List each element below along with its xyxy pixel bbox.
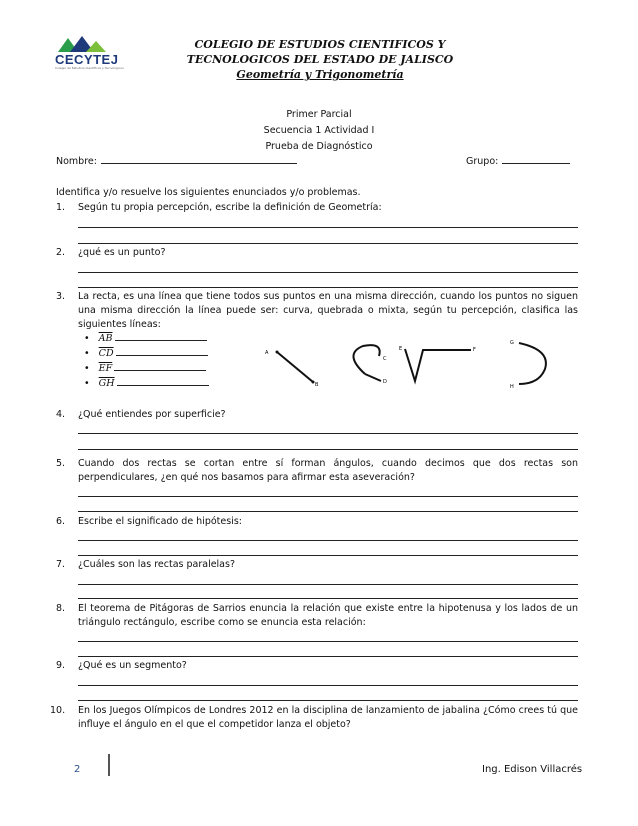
answer-line[interactable] bbox=[78, 449, 578, 450]
segment-item bbox=[84, 361, 206, 376]
question-text: ¿qué es un punto? bbox=[78, 247, 166, 258]
segment-answer-line[interactable] bbox=[116, 346, 208, 356]
segment-label: $\overline{EF}$ bbox=[98, 363, 113, 374]
segment-label: $\overline{GH}$ bbox=[98, 378, 115, 389]
answer-line[interactable] bbox=[78, 700, 578, 701]
segment-item bbox=[84, 331, 207, 346]
question-text: ¿Qué es un segmento? bbox=[78, 660, 187, 671]
figure-label-f: F bbox=[473, 347, 476, 353]
answer-line[interactable] bbox=[78, 540, 578, 541]
question-number: 9. bbox=[56, 660, 66, 671]
answer-line[interactable] bbox=[78, 555, 578, 556]
school-header bbox=[170, 37, 470, 82]
answer-line[interactable] bbox=[78, 496, 578, 497]
figure-gh-mixed-line bbox=[510, 340, 546, 390]
line-figures bbox=[255, 334, 555, 394]
answer-line[interactable] bbox=[78, 511, 578, 512]
name-field bbox=[56, 154, 297, 169]
segment-answer-line[interactable] bbox=[117, 376, 209, 386]
figure-label-b: B bbox=[315, 382, 319, 388]
question-text: En los Juegos Olímpicos de Londres 2012 en la disciplina de lanzamiento de jabalina ¿Cómo crees tú que influye el ángulo en el que el competidor lanza el objeto? bbox=[78, 705, 578, 730]
question-number: 3. bbox=[56, 291, 66, 302]
answer-line[interactable] bbox=[78, 243, 578, 244]
answer-line[interactable] bbox=[78, 656, 578, 657]
question-number: 2. bbox=[56, 247, 66, 258]
figure-label-h: H bbox=[510, 384, 514, 390]
subject-title: Geometría y Trigonometría bbox=[236, 68, 404, 81]
logo-subtext: Colegio de Estudios Científicos y Tecnológicos bbox=[55, 66, 124, 70]
exam-test-title: Prueba de Diagnóstico bbox=[265, 141, 373, 152]
group-input-line[interactable] bbox=[502, 154, 570, 164]
school-line-1: COLEGIO DE ESTUDIOS CIENTIFICOS Y bbox=[194, 38, 446, 51]
segment-answer-line[interactable] bbox=[115, 331, 207, 341]
author-name: Ing. Edison Villacrés bbox=[482, 764, 583, 775]
question-text: Escribe el significado de hipótesis: bbox=[78, 516, 242, 527]
question-text: El teorema de Pitágoras de Sarrios enuncia la relación que existe entre la hipotenusa y los lados de un triángulo rectángulo, escribe como se enuncia esta relación: bbox=[78, 603, 578, 628]
school-line-2: TECNOLOGICOS DEL ESTADO DE JALISCO bbox=[186, 53, 454, 66]
question-number: 7. bbox=[56, 559, 66, 570]
segment-answer-line[interactable] bbox=[114, 361, 206, 371]
answer-line[interactable] bbox=[78, 641, 578, 642]
exam-sequence: Secuencia 1 Actividad I bbox=[263, 125, 375, 136]
segment-item bbox=[84, 376, 209, 391]
question-number: 1. bbox=[56, 202, 66, 213]
answer-line[interactable] bbox=[78, 287, 578, 288]
bullet-icon: • bbox=[84, 378, 90, 389]
answer-line[interactable] bbox=[78, 685, 578, 686]
bullet-icon: • bbox=[84, 333, 90, 344]
answer-line[interactable] bbox=[78, 272, 578, 273]
figure-cd-curved-line bbox=[353, 345, 387, 385]
segment-label: $\overline{AB}$ bbox=[98, 333, 113, 344]
figure-label-d: D bbox=[383, 379, 387, 385]
group-label: Grupo: bbox=[466, 156, 499, 167]
cecytej-logo bbox=[48, 36, 134, 68]
answer-line[interactable] bbox=[78, 598, 578, 599]
name-label: Nombre: bbox=[56, 156, 97, 167]
figure-label-a: A bbox=[265, 350, 269, 356]
bullet-icon: • bbox=[84, 348, 90, 359]
question-text: ¿Qué entiendes por superficie? bbox=[78, 409, 226, 420]
figure-ef-broken-line bbox=[399, 346, 476, 381]
question-number: 6. bbox=[56, 516, 66, 527]
segment-item bbox=[84, 346, 208, 361]
logo-text: CECYTEJ bbox=[55, 52, 119, 67]
group-field bbox=[466, 154, 570, 169]
bullet-icon: • bbox=[84, 363, 90, 374]
page-number: 2 bbox=[74, 764, 81, 775]
question-number: 4. bbox=[56, 409, 66, 420]
exam-partial: Primer Parcial bbox=[286, 109, 352, 120]
answer-line[interactable] bbox=[78, 584, 578, 585]
question-text: Cuando dos rectas se cortan entre sí forman ángulos, cuando decimos que dos rectas son perpendiculares, ¿en qué nos basamos para afirmar esta aseveración? bbox=[78, 458, 578, 483]
question-number: 5. bbox=[56, 458, 66, 469]
figure-ab-straight-line bbox=[265, 350, 319, 388]
answer-line[interactable] bbox=[78, 433, 578, 434]
answer-line[interactable] bbox=[78, 227, 578, 228]
figure-label-g: G bbox=[510, 340, 514, 346]
question-number: 8. bbox=[56, 603, 66, 614]
instructions: Identifica y/o resuelve los siguientes enunciados y/o problemas. bbox=[56, 187, 361, 198]
figure-label-c: C bbox=[383, 356, 387, 362]
footer-divider bbox=[108, 754, 110, 776]
name-input-line[interactable] bbox=[101, 154, 297, 164]
question-text: Según tu propia percepción, escribe la definición de Geometría: bbox=[78, 202, 382, 213]
question-text: La recta, es una línea que tiene todos sus puntos en una misma dirección, cuando los puntos no siguen una misma dirección la línea puede ser: curva, quebrada o mixta, según tu percepción, clasifica las siguientes líneas: bbox=[78, 291, 578, 330]
question-number: 10. bbox=[50, 705, 66, 716]
segment-label: $\overline{CD}$ bbox=[98, 348, 114, 359]
figure-label-e: E bbox=[399, 346, 403, 352]
question-text: ¿Cuáles son las rectas paralelas? bbox=[78, 559, 236, 570]
